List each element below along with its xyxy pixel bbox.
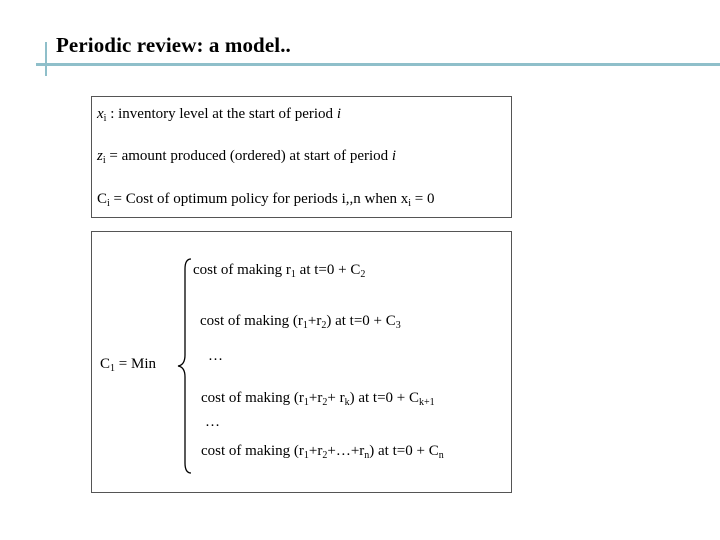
oka: cost of making (r — [201, 390, 304, 406]
o2f: 3 — [395, 320, 401, 331]
lhs-post: = Min — [115, 356, 156, 372]
o1d: 2 — [360, 269, 366, 280]
option-n — [201, 442, 444, 460]
z-sub: i — [102, 155, 106, 166]
okc: +r — [308, 390, 323, 406]
lhs-label — [100, 355, 156, 373]
c-post: = 0 — [411, 191, 435, 207]
oke: + r — [327, 390, 345, 406]
x-text: : inventory level at the start of period — [106, 106, 337, 122]
x-var: x — [97, 106, 104, 122]
o1a: cost of making r — [193, 262, 291, 278]
z-definition — [97, 147, 396, 165]
okb: 1 — [303, 397, 309, 408]
definitions-box — [91, 96, 512, 218]
title-accent-line — [45, 42, 47, 76]
x-sub: i — [103, 113, 107, 124]
onc: +r — [308, 443, 323, 459]
lhs-sub: 1 — [110, 363, 116, 374]
ond: 2 — [322, 450, 328, 461]
c-pre: C — [97, 191, 108, 207]
o2e: ) at t=0 + C — [326, 313, 396, 329]
okd: 2 — [322, 397, 328, 408]
o2d: 2 — [321, 320, 327, 331]
okf: k — [344, 397, 350, 408]
c-sub2: i — [408, 198, 412, 209]
page-title: Periodic review: a model.. — [56, 33, 291, 57]
option-k — [201, 389, 435, 407]
o1c: at t=0 + C — [295, 262, 361, 278]
ellipsis-2: … — [205, 414, 220, 430]
title-underline — [36, 63, 720, 66]
onh: n — [438, 450, 444, 461]
okg: ) at t=0 + C — [349, 390, 419, 406]
ong: ) at t=0 + C — [369, 443, 439, 459]
ellipsis-1: … — [208, 348, 223, 364]
c-sub: i — [107, 198, 110, 209]
lhs-pre: C — [100, 356, 111, 372]
z-text: = amount produced (ordered) at start of period — [105, 148, 392, 164]
o2c: +r — [307, 313, 322, 329]
o2a: cost of making (r — [200, 313, 303, 329]
onb: 1 — [303, 450, 309, 461]
x-idx: i — [336, 106, 341, 122]
o2b: 1 — [302, 320, 308, 331]
onf: n — [364, 450, 370, 461]
one: +…+r — [327, 443, 365, 459]
z-var: z — [97, 148, 103, 164]
ona: cost of making (r — [201, 443, 304, 459]
okh: k+1 — [419, 397, 435, 408]
recursion-box — [91, 231, 512, 493]
option-1 — [193, 261, 365, 279]
c-mid: = Cost of optimum policy for periods i,,n when x — [109, 191, 409, 207]
z-idx: i — [391, 148, 397, 164]
o1b: 1 — [290, 269, 296, 280]
x-definition — [97, 105, 341, 123]
left-brace-icon — [175, 257, 195, 475]
option-2 — [200, 312, 401, 330]
c-definition — [97, 190, 434, 208]
